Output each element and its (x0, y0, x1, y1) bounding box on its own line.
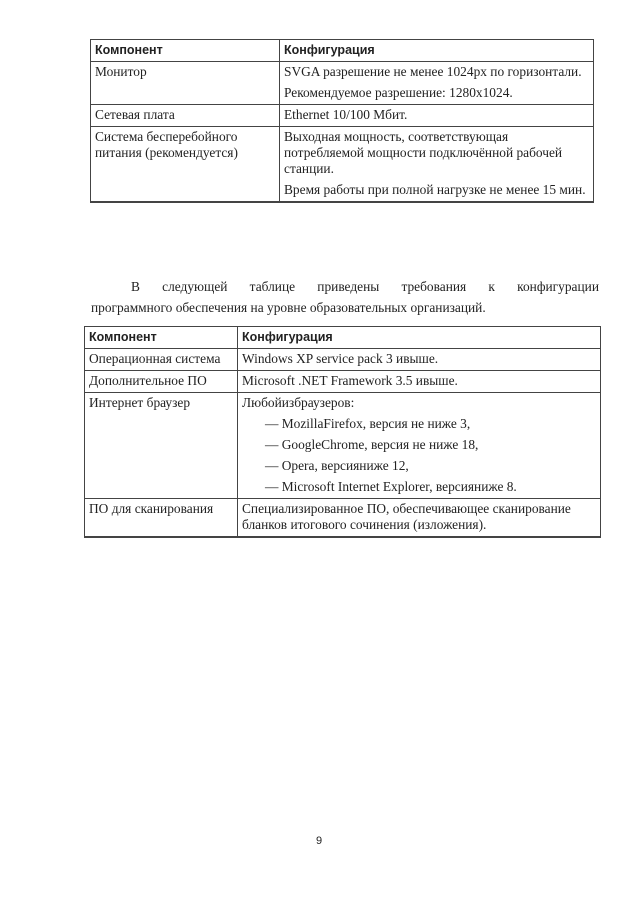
body-paragraph (91, 276, 599, 318)
config-text: Любойизбраузеров: (242, 395, 355, 410)
configuration-cell (280, 105, 594, 127)
page-number: 9 (315, 835, 323, 847)
config-text: Выходная мощность, соответствующая потребляемой мощности подключённой рабочей станции. (284, 129, 563, 176)
column-header-component: Компонент (85, 327, 238, 349)
list-item: — GoogleChrome, версия не ниже 18, (265, 437, 479, 452)
component-cell: Система бесперебойного питания (рекомендуется) (91, 127, 280, 203)
list-item: — MozillaFirefox, версия не ниже 3, (265, 416, 471, 431)
table-row (91, 127, 594, 203)
component-cell: Интернет браузер (85, 393, 238, 499)
paragraph-line: программного обеспечения на уровне образовательных организаций. (91, 300, 486, 315)
table-row (91, 105, 594, 127)
configuration-cell (238, 393, 601, 499)
list-item: — Opera, версияниже 12, (265, 458, 409, 473)
config-text: SVGA разрешение не менее 1024px по горизонтали. (284, 64, 582, 79)
hardware-requirements-table (90, 39, 594, 203)
table-header-row (85, 327, 601, 349)
configuration-cell (280, 62, 594, 105)
config-text: Рекомендуемое разрешение: 1280x1024. (284, 85, 513, 100)
column-header-component: Компонент (91, 40, 280, 62)
component-cell: Операционная система (85, 349, 238, 371)
configuration-cell: Windows XP service pack 3 ивыше. (238, 349, 601, 371)
software-requirements-table (84, 326, 601, 538)
table-row (85, 393, 601, 499)
table-row (85, 499, 601, 538)
column-header-configuration: Конфигурация (238, 327, 601, 349)
config-text: Время работы при полной нагрузке не менее 15 мин. (284, 182, 586, 197)
configuration-cell (280, 127, 594, 203)
table-row (91, 62, 594, 105)
configuration-cell: Специализированное ПО, обеспечивающее сканирование бланков итогового сочинения (изложения). (238, 499, 601, 538)
component-cell: Дополнительное ПО (85, 371, 238, 393)
component-cell: Сетевая плата (91, 105, 280, 127)
column-header-configuration: Конфигурация (280, 40, 594, 62)
list-item: — Microsoft Internet Explorer, версияниже 8. (265, 479, 517, 494)
component-cell: Монитор (91, 62, 280, 105)
table-row (85, 349, 601, 371)
table-header-row (91, 40, 594, 62)
configuration-cell: Microsoft .NET Framework 3.5 ивыше. (238, 371, 601, 393)
component-cell: ПО для сканирования (85, 499, 238, 538)
paragraph-line: В следующей таблице приведены требования к конфигурации (131, 279, 599, 294)
table-row (85, 371, 601, 393)
config-text: Ethernet 10/100 Мбит. (284, 107, 408, 122)
